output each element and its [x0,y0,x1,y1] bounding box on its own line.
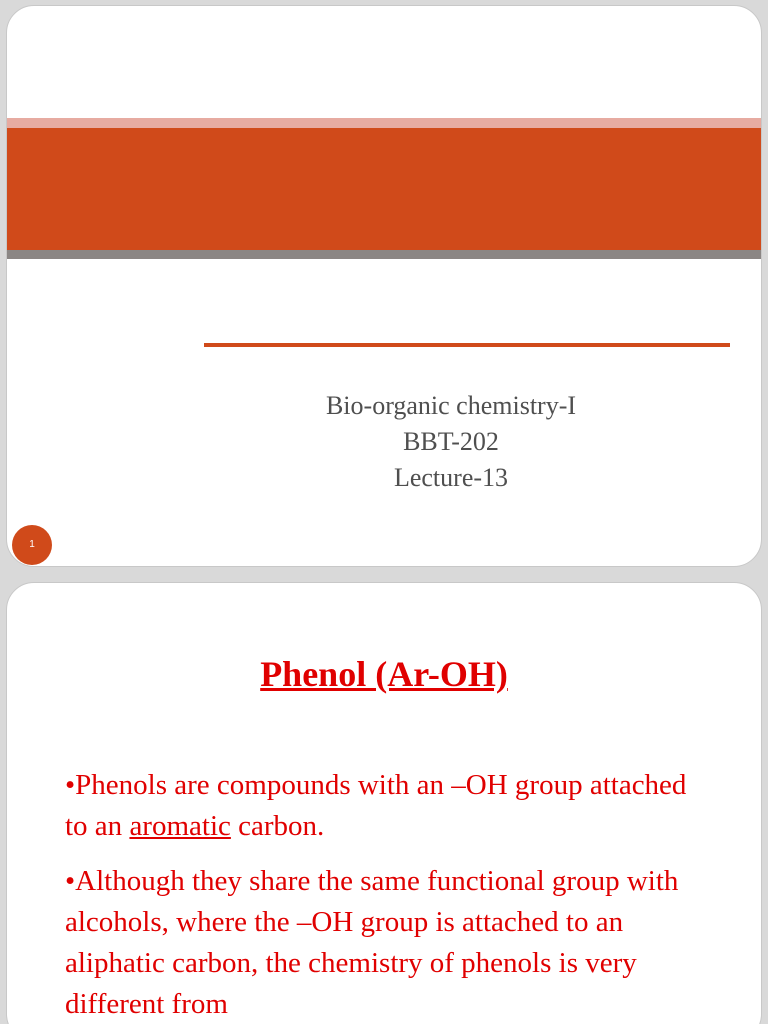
bullet-1 [65,765,705,847]
slide-number-badge: 1 [12,525,52,565]
slide-title: Phenol (Ar-OH) [260,654,508,694]
slide-subtitle [201,388,701,496]
slide-1 [6,5,762,567]
course-name: Bio-organic chemistry-I [325,391,577,420]
slide-body [65,765,705,1024]
header-band-light [7,118,761,128]
title-rule [204,343,730,347]
bullet-1-underlined: aromatic [129,810,231,842]
header-band-gray [7,250,761,259]
slide-2 [6,582,762,1024]
lecture-number: Lecture-13 [393,463,509,492]
bullet-1-end: carbon. [230,810,325,842]
header-band-accent [7,128,761,250]
bullet-2: •Although they share the same functional group with alcohols, where the –OH group is attached to an aliphatic carbon, the chemistry of phenols is very different from [65,865,679,1020]
course-code: BBT-202 [403,427,499,456]
bullet-1-text: •Phenols are compounds with an –OH group attached to an [65,769,687,842]
